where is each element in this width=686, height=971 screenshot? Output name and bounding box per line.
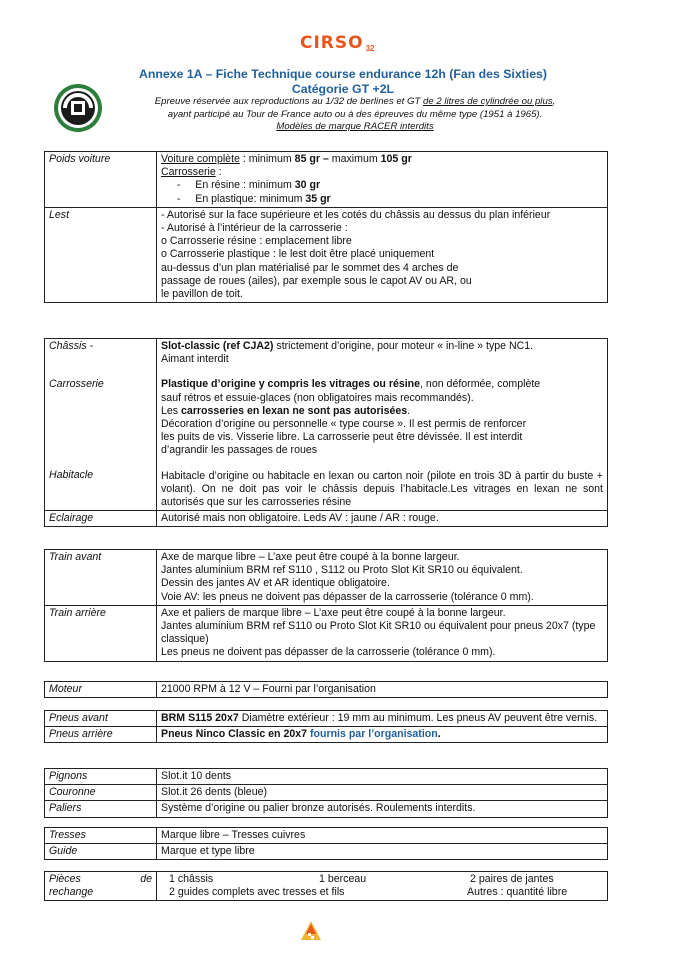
label-pneus-avant: Pneus avant — [45, 711, 157, 727]
value-lest: - Autorisé sur la face supérieure et les cotés du châssis au dessus du plan inférieur - Autorisé à l’intérieur de la carrosserie : o Carrosserie résine : emplacement libre o Carrosserie plastique : le lest doit être placé uniquement au-dessus d’un plan matérialisé par le sommet des 4 arches de passage de roues (ailes), par exemple sous le capot AV ou AR, ou le pavillon de toit. — [157, 207, 608, 302]
label-eclairage: Eclairage — [45, 511, 157, 527]
row-pneus-avant — [45, 711, 608, 727]
label-guide: Guide — [45, 844, 157, 860]
cirso-logo — [300, 32, 375, 54]
intro-text: Epreuve réservée aux reproductions au 1/32 de berlines et GT de 2 litres de cylindrée ou plus, ayant participé au Tour de France auto ou à des épreuves du même type (1951 à 1965). Modèles de marque RACER interdits — [154, 96, 556, 132]
label-train-arriere: Train arrière — [45, 605, 157, 661]
value-poids: Voiture complète : minimum 85 gr – maximum 105 gr Carrosserie : - En résine : minimum 30 gr - En plastique: minimum 35 gr — [157, 152, 608, 208]
label-tresses: Tresses — [45, 828, 157, 844]
value-train-arriere: Axe et paliers de marque libre – L’axe peut être coupé à la bonne largeur. Jantes aluminium BRM ref S110 ou Proto Slot Kit SR10 ou équivalent pour pneus 20x7 (type classique) Les pneus ne doivent pas dépasser de la carrosserie (tolérance 0 mm). — [157, 605, 608, 661]
row-pneus-arriere — [45, 727, 608, 743]
value-pneus-arriere: Pneus Ninco Classic en 20x7 fournis par l’organisation. — [157, 727, 608, 743]
label-carrosserie: Carrosserie — [49, 378, 104, 391]
page-title: Annexe 1A – Fiche Technique course endurance 12h (Fan des Sixties) — [139, 67, 547, 81]
label-poids: Poids voiture — [45, 152, 157, 208]
logo-wordmark: CIRSO — [300, 33, 364, 53]
piece-chassis: 1 châssis — [169, 873, 214, 885]
value-pignons: Slot.it 10 dents — [157, 769, 608, 785]
value-tresses: Marque libre – Tresses cuivres — [157, 828, 608, 844]
label-chassis: Châssis - — [49, 340, 94, 352]
row-train-arriere — [45, 605, 608, 661]
spec-table-trains — [44, 549, 608, 662]
label-moteur: Moteur — [45, 682, 157, 698]
row-tresses — [45, 828, 608, 844]
value-train-avant: Axe de marque libre – L’axe peut être coupé à la bonne largeur. Jantes aluminium BRM ref S110 , S112 ou Proto Slot Kit SR10 ou équivalent. Dessin des jantes AV et AR identique obligatoire. Voie AV: les pneus ne doivent pas dépasser de la carrosserie (tolérance 0 mm). — [157, 550, 608, 606]
row-pignons — [45, 769, 608, 785]
row-guide — [45, 844, 608, 860]
row-train-avant — [45, 550, 608, 606]
row-paliers — [45, 801, 608, 817]
value-paliers: Système d’origine ou palier bronze autorisés. Roulements interdits. — [157, 801, 608, 817]
piece-autres: Autres : quantité libre — [467, 886, 568, 898]
value-couronne: Slot.it 26 dents (bleue) — [157, 785, 608, 801]
value-pieces — [157, 872, 608, 901]
page-subtitle: Catégorie GT +2L — [291, 82, 395, 96]
label-pieces: Pièces de rechange — [45, 872, 157, 901]
spec-table-pneus — [44, 710, 608, 743]
checkered-flag-logo-icon — [298, 918, 324, 944]
value-guide: Marque et type libre — [157, 844, 608, 860]
row-poids — [45, 152, 608, 208]
row-moteur — [45, 682, 608, 698]
row-lest — [45, 207, 608, 302]
value-eclairage: Autorisé mais non obligatoire. Leds AV : jaune / AR : rouge. — [157, 511, 608, 527]
row-chassis-carrosserie — [45, 339, 608, 511]
label-train-avant: Train avant — [45, 550, 157, 606]
spec-table-transmission — [44, 768, 608, 818]
row-couronne — [45, 785, 608, 801]
spec-table-pieces — [44, 871, 608, 901]
piece-berceau: 1 berceau — [319, 873, 367, 885]
label-couronne: Couronne — [45, 785, 157, 801]
piece-guides: 2 guides complets avec tresses et fils — [169, 886, 345, 898]
label-pneus-arriere: Pneus arrière — [45, 727, 157, 743]
row-eclairage — [45, 511, 608, 527]
label-lest: Lest — [45, 207, 157, 302]
spec-table-guide — [44, 827, 608, 860]
value-moteur: 21000 RPM à 12 V – Fourni par l’organisation — [157, 682, 608, 698]
piece-jantes: 2 paires de jantes — [470, 873, 554, 885]
row-pieces — [45, 872, 608, 901]
label-pignons: Pignons — [45, 769, 157, 785]
value-pneus-avant: BRM S115 20x7 Diamètre extérieur : 19 mm au minimum. Les pneus AV peuvent être vernis. — [157, 711, 608, 727]
spec-table-body — [44, 338, 608, 527]
label-paliers: Paliers — [45, 801, 157, 817]
label-habitacle: Habitacle — [49, 469, 94, 482]
spec-table-weight — [44, 151, 608, 303]
label-chassis-group — [45, 339, 157, 511]
logo-number: 32 — [365, 43, 375, 53]
spec-table-moteur — [44, 681, 608, 698]
value-chassis-group: Slot-classic (ref CJA2) strictement d’origine, pour moteur « in-line » type NC1. Aimant interdit Plastique d’origine y compris les vitrages ou résine, non déformée, complète sauf rétros et essuie-glaces (non obligatoires mais recommandés). Les carrosseries en lexan ne sont pas autorisées. Décoration d’origine ou personnelle « type course ». Il est permis de renforcer les puits de vis. Visserie libre. La carrosserie peut être dévissée. Il est interdit d’agrandir les passages de roues Habitacle d’origine ou habitacle en lexan ou carton noir (pilote en trois 3D à partir du buste + volant). On ne doit pas voir le châssis depuis l’habitacle.Les vitrages en lexan ne sont autorisés que sur les carrosseries résine — [157, 339, 608, 511]
